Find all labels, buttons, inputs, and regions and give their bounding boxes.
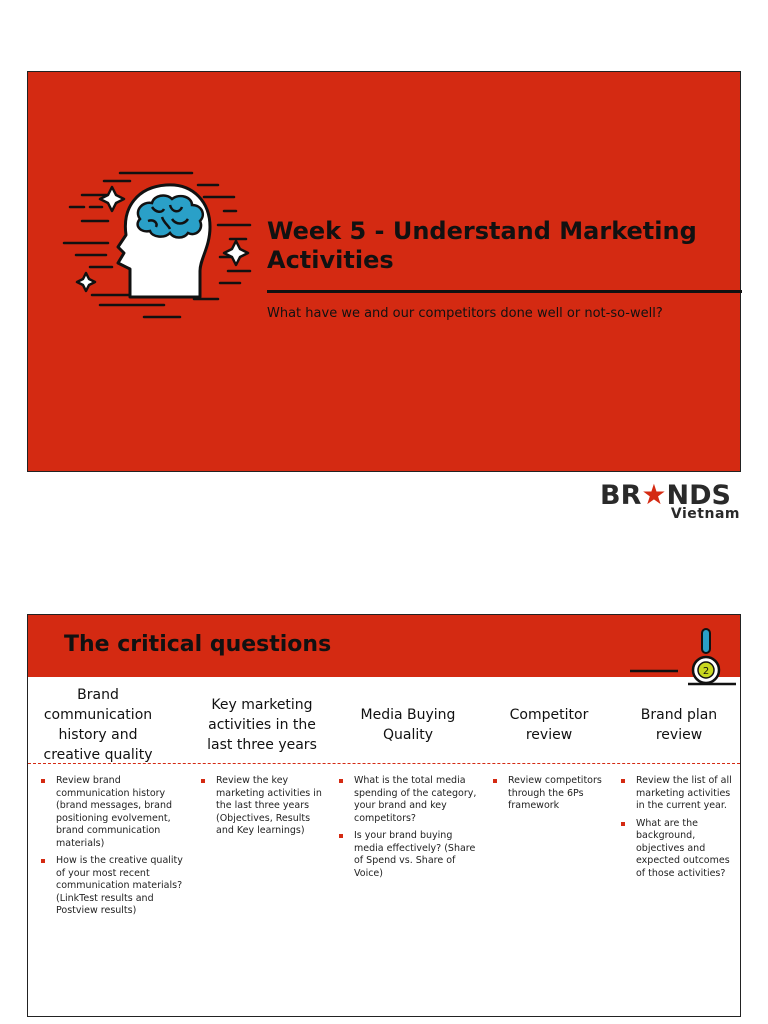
brain-head-icon (60, 167, 280, 327)
column-body-brand-communication (38, 775, 188, 923)
list-item: Is your brand buying media effectively? (Share of Spend vs. Share of Voice) (336, 830, 480, 880)
critical-questions-slide (27, 614, 741, 1017)
column-heading-competitor-review (492, 685, 606, 765)
list-item: What is the total media spending of the category, your brand and key competitors? (336, 775, 480, 825)
column-heading-text: Brand communication history and creative quality (43, 687, 153, 763)
brands-vietnam-logo (600, 479, 742, 525)
slide-title: Week 5 - Understand Marketing Activities (267, 217, 697, 274)
star-icon: ★ (641, 478, 667, 511)
list-item: Review the list of all marketing activities in the current year. (618, 775, 736, 813)
column-heading-brand-communication (38, 685, 158, 765)
step-number: 2 (702, 666, 710, 677)
column-heading-brand-plan-review (622, 685, 736, 765)
column-heading-media-buying (348, 685, 468, 765)
title-divider (267, 290, 742, 293)
list-item: Review the key marketing activities in the last three years (Objectives, Results and Key learnings) (198, 775, 328, 838)
column-body-competitor-review (490, 775, 610, 818)
list-item: Review brand communication history (brand messages, brand positioning evolvement, brand communication materials) (38, 775, 188, 850)
slide-title: The critical questions (64, 632, 332, 657)
column-heading-key-marketing (196, 685, 328, 765)
list-item: How is the creative quality of your most recent communication materials? (LinkTest results and Postview results) (38, 855, 188, 918)
column-body-brand-plan-review (618, 775, 736, 885)
list-item: Review competitors through the 6Ps framework (490, 775, 610, 813)
logo-subtext: Vietnam (670, 506, 740, 522)
column-body-key-marketing (198, 775, 328, 843)
logo-text-right: NDS (666, 480, 731, 511)
column-heading-text: Brand plan review (640, 707, 718, 743)
column-heading-text: Key marketing activities in the last three years (207, 697, 317, 753)
slide-subtitle: What have we and our competitors done well or not-so-well? (267, 306, 663, 321)
column-heading-text: Media Buying Quality (360, 707, 456, 743)
column-heading-text: Competitor review (509, 707, 589, 743)
section-divider (28, 763, 740, 764)
logo-text-left: BR (600, 480, 642, 511)
step-marker-icon (630, 627, 740, 689)
column-body-media-buying (336, 775, 480, 885)
list-item: What are the background, objectives and expected outcomes of those activities? (618, 818, 736, 881)
title-slide (27, 71, 741, 472)
